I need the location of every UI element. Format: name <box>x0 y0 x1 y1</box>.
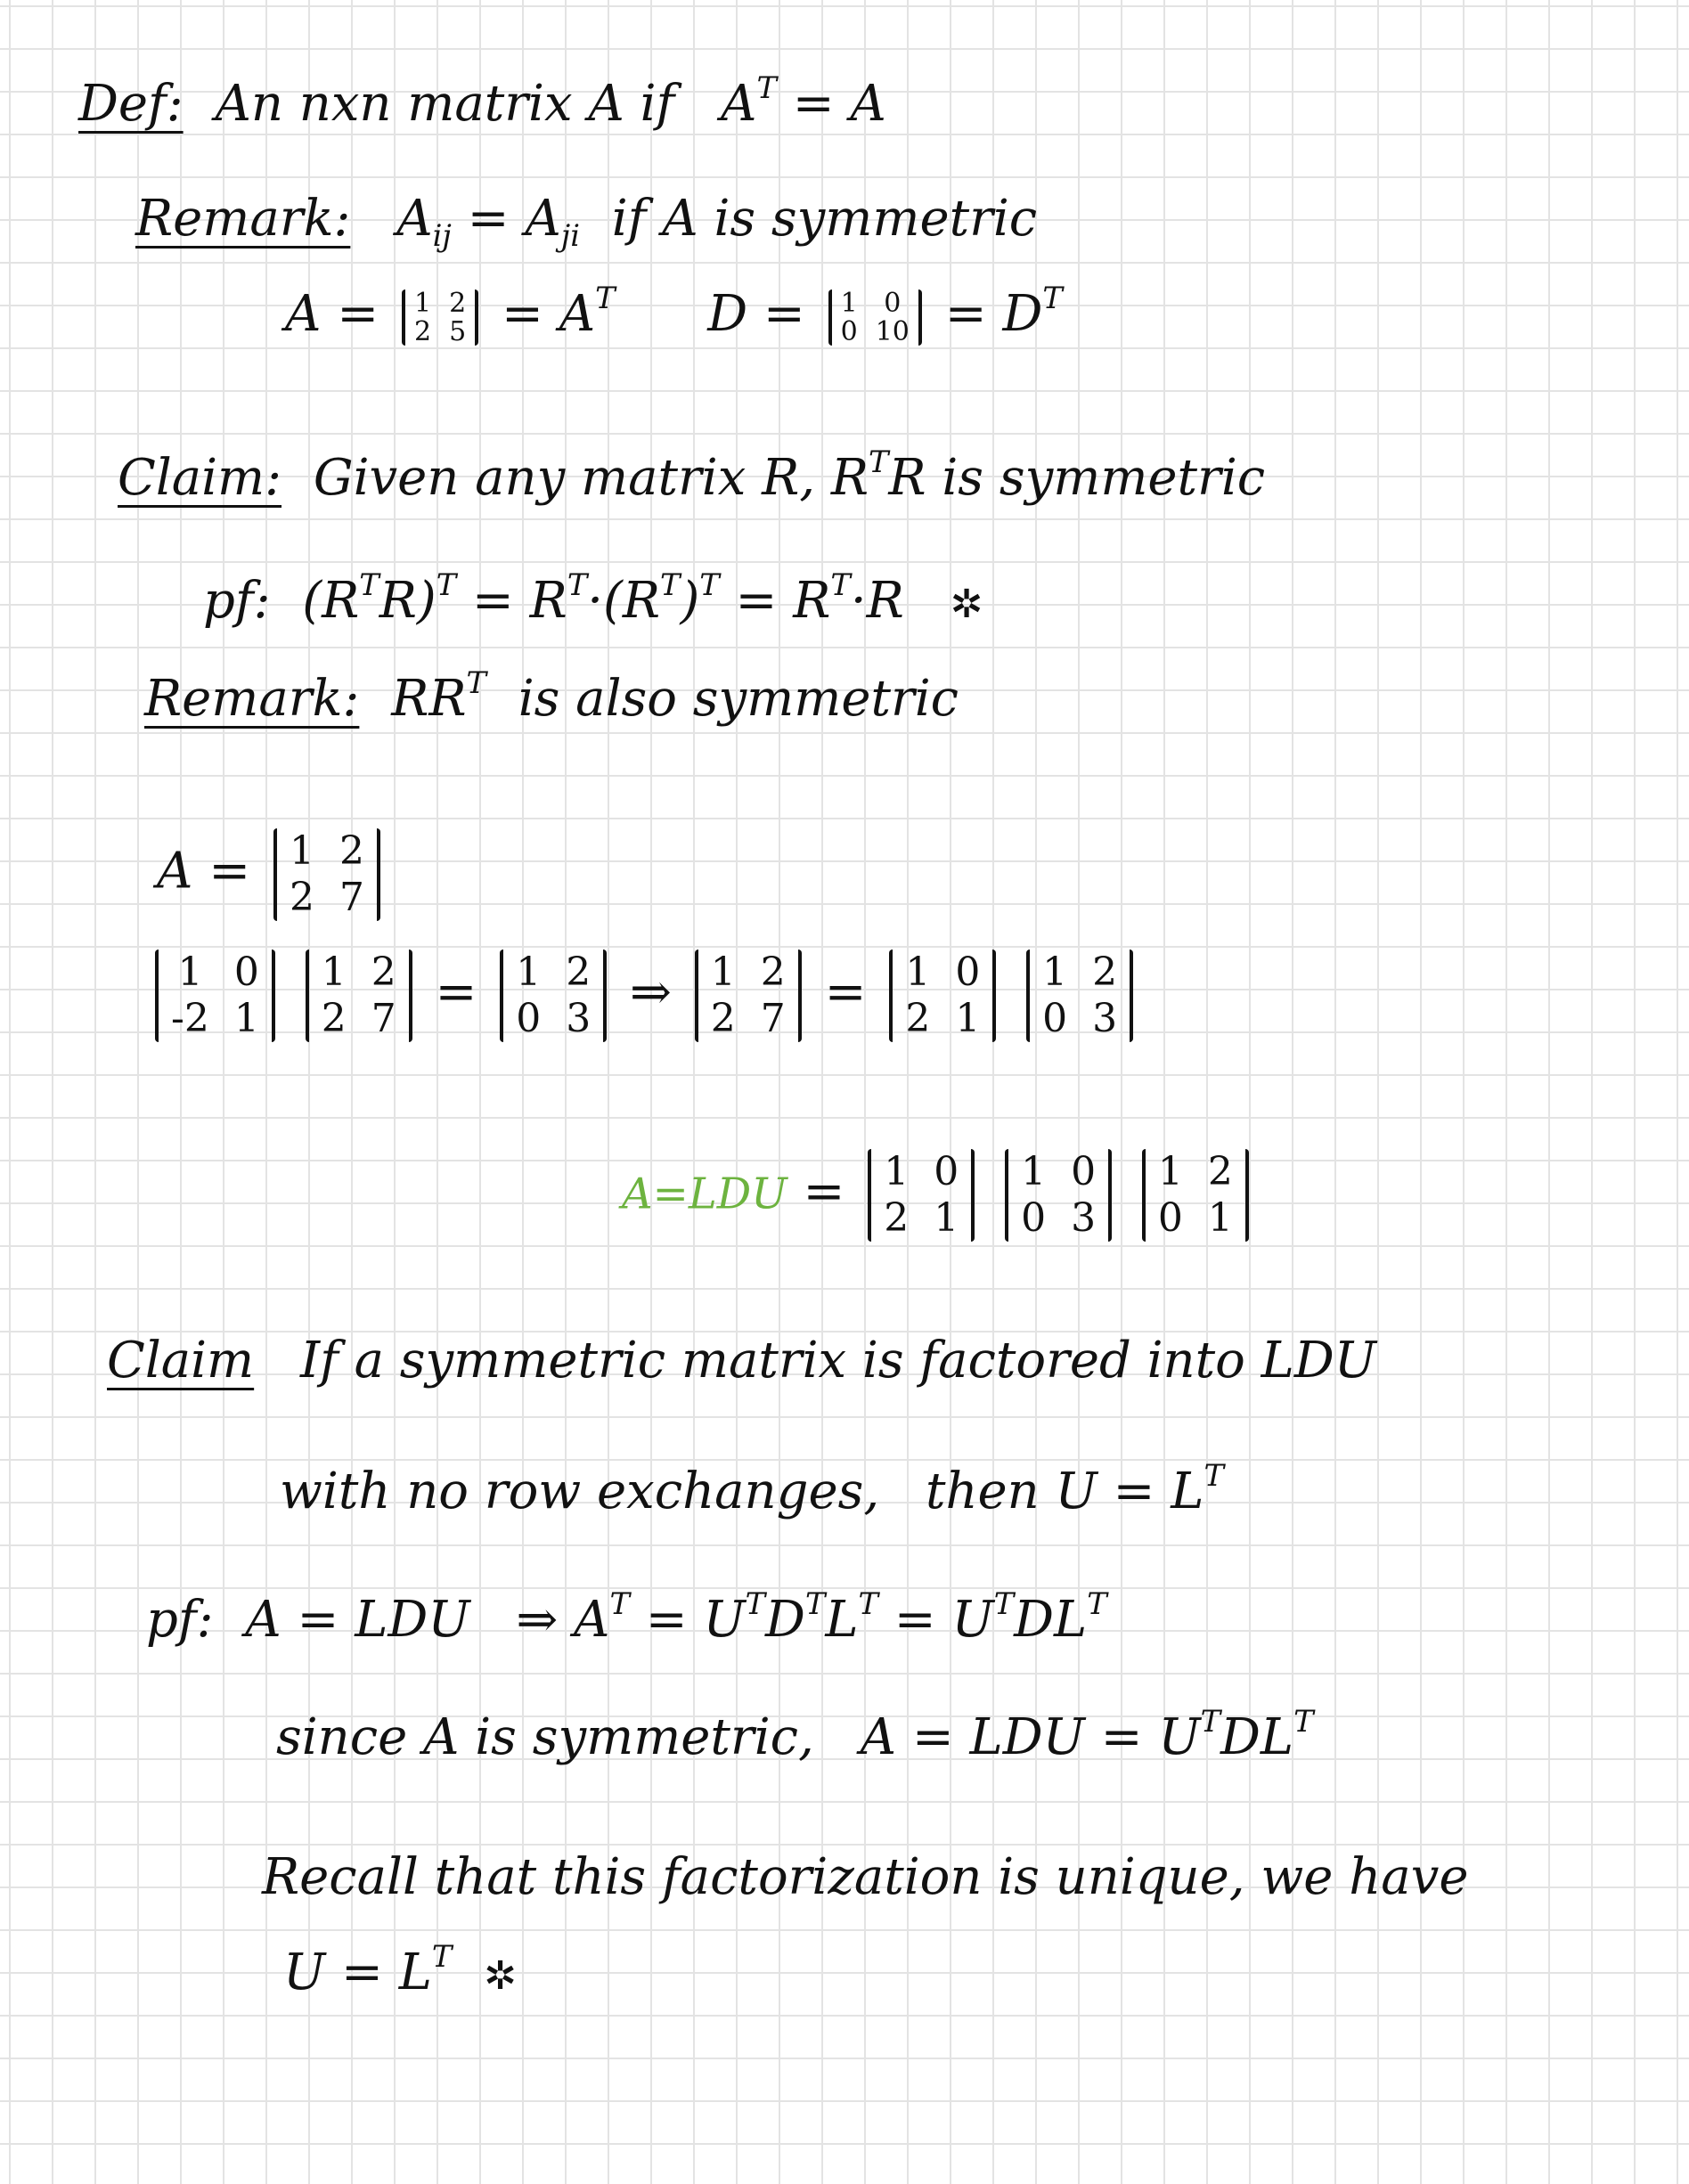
proof2-line1: pf: A = LDU ⇒ $A^T = U^TD^TL^T = U^TDL^T$ <box>146 1586 1107 1650</box>
proof1-line: pf: $(R^TR)^T = R^T\cdot(R^T)^T = R^T\cdot R$ ✲ <box>203 567 983 631</box>
ldu-line: A=LDU = 1 0 2 1 1 0 0 3 1 2 0 1 <box>622 1149 1256 1242</box>
matrix-l-elimination: 1 0 2 1 <box>889 949 996 1042</box>
definition-eq-rest: = A <box>792 75 886 134</box>
matrix-d-example1: 1 0 0 10 <box>828 289 922 346</box>
matrix-a2-elimination: 1 2 2 7 <box>695 949 802 1042</box>
elimination-line: 1 0 -2 1 1 2 2 7 = 1 2 0 3 ⇒ 1 2 2 7 = 1 0 2 1 1 2 0 3 <box>148 949 1140 1042</box>
definition-eq-a: A <box>721 75 757 134</box>
matrix-a-example2: 1 2 2 7 <box>273 828 380 921</box>
remark2-line: Remark: $RR^T$ is also symmetric <box>144 665 959 729</box>
claim1-label: Claim: <box>118 449 282 508</box>
matrix-u2-elimination: 1 2 0 3 <box>1026 949 1133 1042</box>
proof2-label: pf: <box>146 1591 214 1650</box>
matrix-d-ldu: 1 0 0 3 <box>1005 1149 1112 1242</box>
remark1-line: Remark: $A_{ij} = A_{ji}$ if A is symmetric <box>135 190 1038 253</box>
matrix-e21: 1 0 -2 1 <box>155 949 275 1042</box>
definition-text: An nxn matrix A if <box>215 75 675 134</box>
proof2-line2: since A is symmetric, A = LDU = $U^TDL^T$ <box>276 1704 1314 1767</box>
proof-end-mark: ✲ <box>950 582 983 628</box>
remark1-text: if A is symmetric <box>611 190 1038 248</box>
matrix-a-example1: 1 2 2 5 <box>402 289 478 346</box>
proof2-line4: $U = L^T$ ✲ <box>283 1939 517 2002</box>
matrix-l-ldu: 1 0 2 1 <box>868 1149 975 1242</box>
claim2-label: Claim <box>107 1332 255 1389</box>
matrix-u-ldu: 1 2 0 1 <box>1142 1149 1249 1242</box>
remark1-label: Remark: <box>135 190 351 248</box>
example2-line: A = 1 2 2 7 <box>157 828 388 921</box>
matrix-a-elimination: 1 2 2 7 <box>306 949 412 1042</box>
proof1-label: pf: <box>203 572 271 631</box>
remark2-label: Remark: <box>144 670 360 729</box>
ldu-label: A=LDU <box>622 1169 787 1219</box>
proof2-end-mark: ✲ <box>484 1953 517 2000</box>
matrix-u-elimination: 1 2 0 3 <box>500 949 607 1042</box>
implies-arrow: ⇒ <box>630 963 672 1022</box>
claim2-line2: with no row exchanges, then $U = L^T$ <box>280 1458 1224 1521</box>
definition-line: Def: An nxn matrix A if $A^T = A$ <box>78 70 886 134</box>
proof2-line3: Recall that this factorization is unique, we have <box>262 1848 1469 1906</box>
example1-line: A = 1 2 2 5 = $A^T$ D = 1 0 0 10 = $D^T$ <box>285 281 1063 347</box>
claim1-line: Claim: Given any matrix R, $R^TR$ is symmetric <box>118 444 1266 508</box>
definition-label: Def: <box>78 75 184 134</box>
claim2-line1: Claim If a symmetric matrix is factored into LDU <box>107 1332 1376 1389</box>
